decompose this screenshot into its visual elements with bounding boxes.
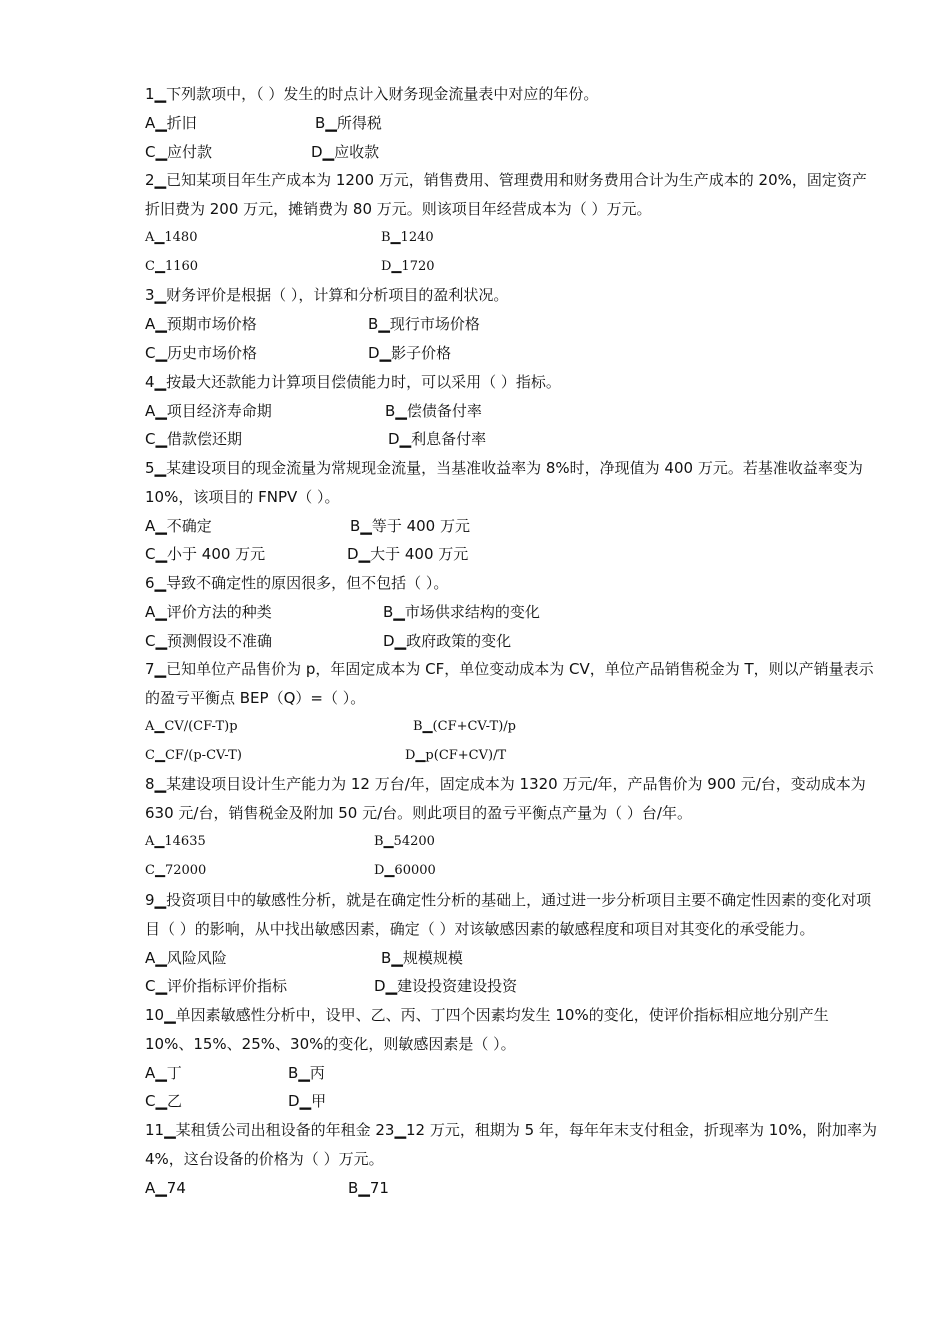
- answer-option: C▁应付款: [145, 142, 213, 161]
- answer-option: A▁预期市场价格: [145, 315, 257, 334]
- answer-option: A▁14635: [145, 834, 206, 850]
- answer-option: D▁利息备付率: [388, 430, 487, 449]
- answer-option: A▁项目经济寿命期: [145, 401, 272, 420]
- answer-option: B▁54200: [374, 834, 435, 850]
- answer-option: B▁(CF+CV-T)/p: [413, 719, 516, 735]
- question-text: 3▁财务评价是根据（ ），计算和分析项目的盈利状况。: [145, 286, 509, 305]
- answer-option: D▁甲: [288, 1092, 327, 1111]
- option-row: [145, 828, 880, 857]
- answer-option: D▁大于 400 万元: [347, 545, 469, 564]
- answer-option: C▁72000: [145, 862, 207, 878]
- question-text: 8▁某建设项目设计生产能力为 12 万台/年，固定成本为 1320 万元/年，产品售价为 900 元/台，变动成本为 630 元/台，销售税金及附加 50 元/台。则此项目的盈亏平衡点产量为（ ）台/年。: [145, 775, 866, 823]
- answer-option: A▁评价方法的种类: [145, 602, 272, 621]
- answer-option: D▁1720: [381, 258, 435, 274]
- option-row: [145, 109, 880, 138]
- answer-option: B▁所得税: [315, 114, 382, 132]
- option-row: [145, 1059, 880, 1088]
- option-row: [145, 138, 880, 167]
- answer-option: A▁风险风险: [145, 948, 227, 967]
- answer-option: A▁折旧: [145, 114, 197, 132]
- answer-option: B▁丙: [288, 1063, 325, 1082]
- answer-option: D▁建设投资建设投资: [374, 977, 518, 996]
- option-row: [145, 253, 880, 282]
- answer-option: C▁借款偿还期: [145, 430, 243, 449]
- answer-option: B▁71: [348, 1178, 389, 1197]
- answer-option: C▁小于 400 万元: [145, 545, 266, 564]
- answer-option: A▁CV/(CF-T)p: [145, 719, 238, 735]
- option-row: [145, 540, 880, 569]
- answer-option: D▁政府政策的变化: [383, 631, 512, 650]
- answer-option: C▁预测假设不准确: [145, 631, 273, 650]
- answer-option: B▁等于 400 万元: [350, 516, 470, 535]
- answer-option: B▁1240: [381, 230, 434, 246]
- question-text: 11▁某租赁公司出租设备的年租金 23▁12 万元，租期为 5 年，每年年末支付租金，折现率为 10%，附加率为 4%，这台设备的价格为（ ）万元。: [145, 1120, 878, 1168]
- answer-option: A▁不确定: [145, 516, 212, 535]
- answer-option: B▁规模规模: [381, 948, 463, 967]
- question-document: [145, 80, 880, 1202]
- question-text: 7▁已知单位产品售价为 p，年固定成本为 CF，单位变动成本为 CV，单位产品销售税金为 T，则以产销量表示的盈亏平衡点 BEP（Q）=（ ）。: [145, 660, 874, 708]
- answer-option: B▁市场供求结构的变化: [383, 602, 540, 621]
- option-row: [145, 339, 880, 368]
- option-row: [145, 944, 880, 973]
- answer-option: C▁历史市场价格: [145, 343, 258, 362]
- answer-option: D▁60000: [374, 862, 436, 878]
- answer-option: A▁1480: [145, 230, 198, 246]
- answer-option: D▁p(CF+CV)/T: [405, 747, 507, 763]
- option-row: [145, 972, 880, 1001]
- option-row: [145, 857, 880, 886]
- option-row: [145, 598, 880, 627]
- option-row: [145, 224, 880, 253]
- question-text: 6▁导致不确定性的原因很多，但不包括（ ）。: [145, 573, 449, 592]
- answer-option: C▁1160: [145, 258, 199, 274]
- option-row: [145, 1087, 880, 1116]
- answer-option: D▁影子价格: [368, 343, 452, 362]
- question-text: 1▁下列款项中，（ ）发生的时点计入财务现金流量表中对应的年份。: [145, 85, 599, 103]
- option-row: [145, 1174, 880, 1203]
- option-row: [145, 512, 880, 541]
- answer-option: C▁评价指标评价指标: [145, 977, 288, 996]
- answer-option: B▁偿债备付率: [385, 401, 482, 420]
- answer-option: D▁应收款: [311, 142, 380, 161]
- answer-option: B▁现行市场价格: [368, 315, 480, 334]
- answer-option: A▁丁: [145, 1063, 182, 1082]
- option-row: [145, 310, 880, 339]
- question-text: 5▁某建设项目的现金流量为常规现金流量，当基准收益率为 8%时，净现值为 400 万元。若基准收益率变为 10%，该项目的 FNPV（ ）。: [145, 458, 863, 506]
- option-row: [145, 713, 880, 742]
- option-row: [145, 742, 880, 771]
- question-text: 4▁按最大还款能力计算项目偿债能力时，可以采用（ ）指标。: [145, 372, 561, 391]
- option-row: [145, 425, 880, 454]
- answer-option: A▁74: [145, 1178, 186, 1197]
- answer-option: C▁乙: [145, 1092, 183, 1111]
- question-text: 2▁已知某项目年生产成本为 1200 万元，销售费用、管理费用和财务费用合计为生产成本的 20%，固定资产折旧费为 200 万元，摊销费为 80 万元。则该项目年经营成本为（ ）万元。: [145, 171, 867, 219]
- question-text: 10▁单因素敏感性分析中，设甲、乙、丙、丁四个因素均发生 10%的变化，使评价指标相应地分别产生 10%、15%、25%、30%的变化，则敏感因素是（ ）。: [145, 1005, 829, 1053]
- answer-option: C▁CF/(p-CV-T): [145, 747, 242, 763]
- option-row: [145, 627, 880, 656]
- option-row: [145, 397, 880, 426]
- question-text: 9▁投资项目中的敏感性分析，就是在确定性分析的基础上，通过进一步分析项目主要不确定性因素的变化对项目（ ）的影响，从中找出敏感因素，确定（ ）对该敏感因素的敏感程度和项目对其变化的承受能力。: [145, 890, 872, 938]
